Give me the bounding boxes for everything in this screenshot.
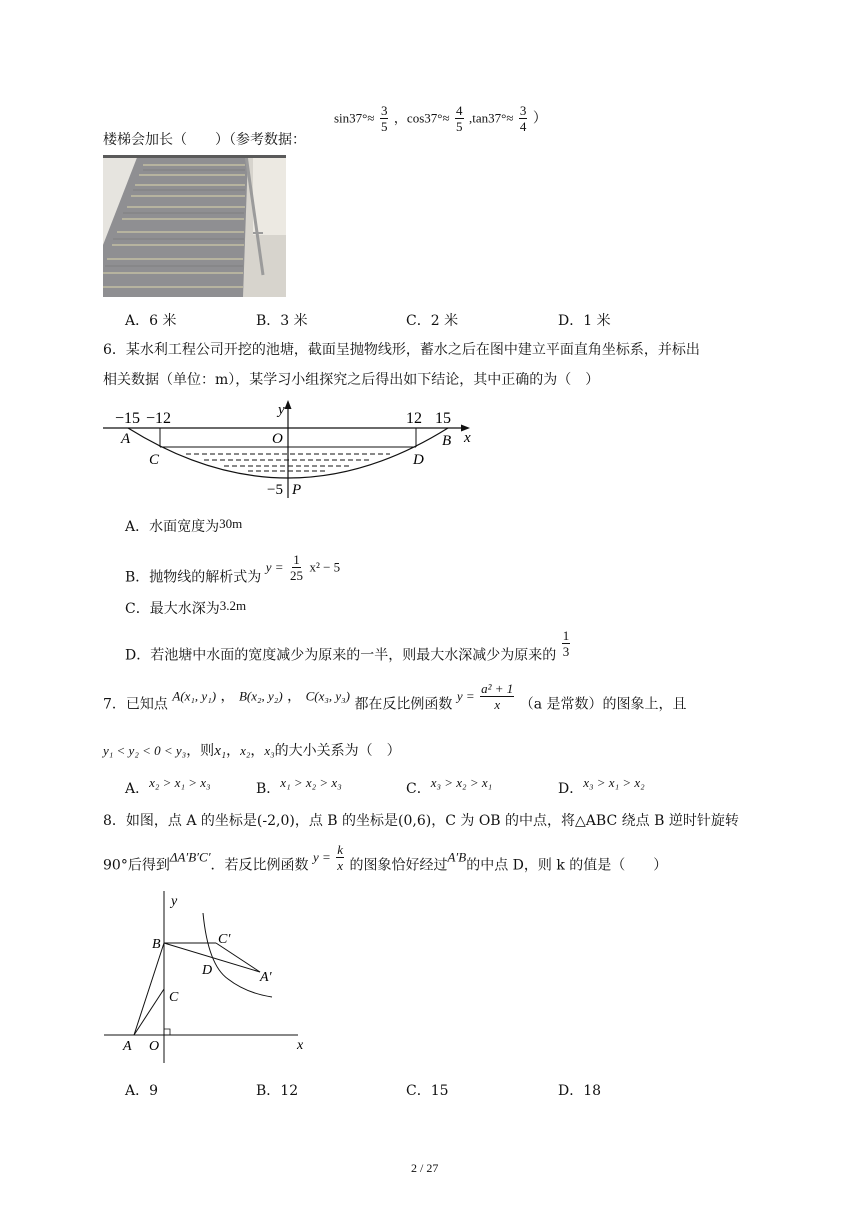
point-b-label: B	[152, 937, 161, 952]
point-c-label: C	[149, 452, 160, 468]
q7-option-a[interactable]: A．x₂ > x₁ > x₃	[125, 775, 211, 797]
q8-figure	[100, 885, 315, 1065]
q8-option-b[interactable]: B．12	[256, 1083, 299, 1099]
origin-label: O	[272, 431, 283, 447]
q6-option-b[interactable]: B．抛物线的解析式为 y = $\frac{1}{25}$ x² − 5	[125, 552, 341, 586]
point-c-label: C	[169, 990, 179, 1005]
x-axis-label: x	[297, 1038, 304, 1053]
point-c-prime-label: C′	[218, 932, 231, 947]
label-12: 12	[406, 410, 422, 427]
q5-option-c[interactable]: C．2 米	[406, 313, 459, 329]
y-axis-label: y	[278, 402, 285, 418]
q8-option-a[interactable]: A．9	[125, 1083, 159, 1099]
staircase-photo	[103, 155, 286, 297]
fraction-3-5: $\frac{3}{5}$	[380, 103, 388, 134]
y-axis-label: y	[171, 894, 178, 909]
q7-option-b[interactable]: B．x₁ > x₂ > x₃	[256, 775, 342, 797]
fraction-1-3: $\frac{1}{3}$	[562, 628, 570, 659]
fraction-4-5: $\frac{4}{5}$	[456, 103, 463, 134]
point-b-label: B	[442, 433, 452, 449]
q8-stem-line1: 8．如图，点 A 的坐标是(-2,0)，点 B 的坐标是(0,6)，C 为 OB 的中点，将△ABC 绕点 B 逆时针旋转	[103, 813, 739, 829]
point-d-label: D	[413, 452, 424, 468]
point-d-label: D	[202, 963, 213, 978]
point-a-label: A	[123, 1039, 132, 1054]
q6-option-c[interactable]: C．最大水深为3.2m	[125, 598, 247, 617]
point-c-coord: C(x₃, y₃)	[305, 688, 350, 704]
q6-figure	[100, 398, 480, 500]
fraction-a2plus1-over-x: $\frac{\text{a² + 1}}{x}$	[481, 681, 514, 712]
point-a-coord: A(x₁, y₁)	[172, 688, 217, 704]
origin-label: O	[149, 1039, 160, 1054]
label-minus5: −5	[267, 482, 283, 498]
q7-option-c[interactable]: C．x₃ > x₂ > x₁	[406, 775, 493, 797]
label-minus15: −15	[115, 410, 141, 427]
point-p-label: P	[292, 482, 302, 498]
q5-option-b[interactable]: B．3 米	[256, 313, 308, 329]
point-a-prime-label: A′	[260, 970, 272, 985]
label-minus12: −12	[146, 410, 172, 427]
q5-text: 楼梯会加长（ ）（参考数据：	[103, 132, 306, 148]
q8-stem-line2: 90°后得到ΔA′B′C′．若反比例函数 y = $\frac{k}{x}$ 的图象恰好经过A′B的中点 D，则 k 的值是（ ）	[103, 842, 668, 874]
q8-option-c[interactable]: C．15	[406, 1083, 449, 1099]
point-b-coord: B(x₂, y₂)	[238, 688, 283, 704]
q8-option-d[interactable]: D．18	[558, 1083, 602, 1099]
point-a-label: A	[121, 431, 131, 447]
q6-stem-line1: 6．某水利工程公司开挖的池塘，截面呈抛物线形，蓄水之后在图中建立平面直角坐标系，并标出	[103, 342, 700, 358]
q6-option-d[interactable]: D．若池塘中水面的宽度减少为原来的一半，则最大水深减少为原来的 $\frac{1}{3}$	[125, 628, 570, 664]
fraction-3-4: $\frac{3}{4}$	[519, 103, 527, 134]
q6-stem-line2: 相关数据（单位：m），某学习小组探究之后得出如下结论，其中正确的为（ ）	[103, 372, 600, 388]
q7-stem-line2: y₁ < y₂ < 0 < y₃，则x₁，x₂，x₃的大小关系为（ ）	[103, 743, 401, 759]
label-15: 15	[435, 410, 451, 427]
q5-reference-data: sin37°≈ $\frac{3}{5}$ ，cos37°≈ $\frac{4}{5}$ ,tan37°≈ $\frac{3}{4}$ ）	[334, 103, 547, 134]
q7-option-d[interactable]: D．x₃ > x₁ > x₂	[558, 775, 645, 797]
q7-stem-line1: 7．已知点 A(x₁, y₁) ， B(x₂, y₂) ， C(x₃, y₃) 都在反比例函数 y = $\frac{\text{a² + 1}}{x}$ （a 是常数）的图象上，且	[103, 681, 687, 713]
q6-option-a[interactable]: A．水面宽度为30m	[125, 516, 243, 535]
q5-option-d[interactable]: D．1 米	[558, 313, 611, 329]
fraction-k-over-x: $\frac{k}{x}$	[337, 842, 344, 873]
x-axis-label: x	[464, 430, 471, 446]
page-number: 2 / 27	[411, 1161, 439, 1175]
q5-option-a[interactable]: A．6 米	[125, 313, 177, 329]
fraction-1-25: $\frac{1}{25}$	[290, 552, 303, 583]
